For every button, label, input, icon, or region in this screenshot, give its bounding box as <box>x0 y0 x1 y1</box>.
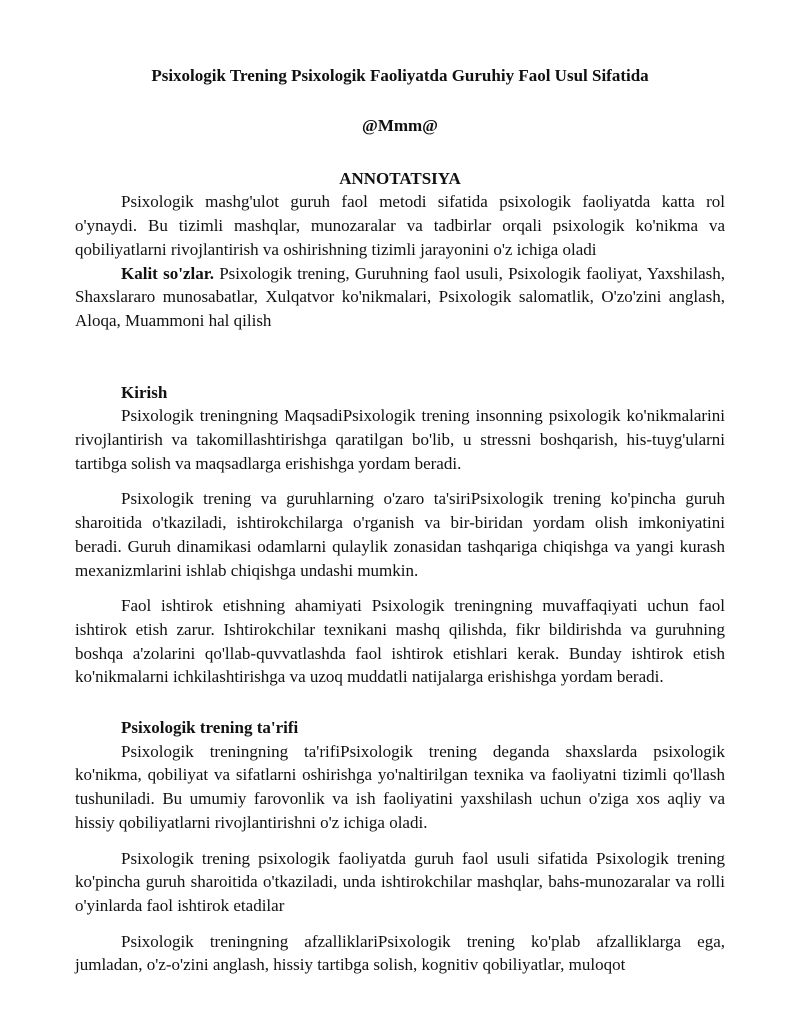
keywords-text: Psixologik trening, Guruhning faol usuli, Psixologik faoliyat, Yaxshilash, Shaxslararo munosabatlar, Xulqatvor ko'nikmalari, Psixologik salomatlik, O'zo'zini anglash, Aloqa, Muammoni hal qilish <box>75 263 725 330</box>
section-heading-kirish: Kirish <box>121 382 168 402</box>
annotation-paragraph: Psixologik mashg'ulot guruh faol metodi sifatida psixologik faoliyatda katta rol o'ynaydi. Bu tizimli mashqlar, munozaralar va tadbirlar orqali psixologik ko'nikma va qobiliyatlarni rivojlantirish va oshirishning tizimli jarayonini o'z ichiga oladi <box>75 192 725 259</box>
keywords-paragraph <box>75 262 725 333</box>
author-name: @Mmm@ <box>362 116 438 135</box>
document-page <box>75 64 725 977</box>
section-heading-tarif: Psixologik trening ta'rifi <box>121 718 299 738</box>
kirish-paragraph-2: Psixologik trening va guruhlarning o'zaro ta'siriPsixologik trening ko'pincha guruh sharoitida o'tkaziladi, ishtirokchilarga o'rganish va bir-biridan yordam olish imkoniyatini beradi. Guruh dinamikasi odamlarni qulaylik zonasidan tashqariga chiqishga va yangi kurash mexanizmlarini ishlab chiqishga undashi mumkin. <box>75 489 725 580</box>
tarif-paragraph-1: Psixologik treningning ta'rifiPsixologik trening deganda shaxslarda psixologik ko'nikma, qobiliyat va sifatlarni oshirishga yo'naltirilgan texnika va faoliyatni tizimli qo'llash tushuniladi. Bu umumiy farovonlik va ish faoliyatini yaxshilash uchun o'ziga xos aqliy va hissiy qobiliyatlarni rivojlantirishni o'z ichiga oladi. <box>75 741 725 832</box>
kirish-paragraph-3: Faol ishtirok etishning ahamiyati Psixologik treningning muvaffaqiyati uchun faol ishtirok etish zarur. Ishtirokchilar texnikani mashq qilishda, fikr bildirishda va guruhning boshqa a'zolarini qo'llab-quvvatlashda faol ishtirok etishlari kerak. Bunday ishtirok etish ko'nikmalarni ichkilashtirishga va uzoq muddatli natijalarga erishishga yordam beradi. <box>75 596 725 687</box>
keywords-label: Kalit so'zlar. <box>121 263 214 283</box>
tarif-paragraph-2: Psixologik trening psixologik faoliyatda guruh faol usuli sifatida Psixologik trening ko'pincha guruh sharoitida o'tkaziladi, unda ishtirokchilar mashqlar, bahs-munozaralar va rolli o'yinlarda faol ishtirok etadilar <box>75 848 725 915</box>
tarif-paragraph-3: Psixologik treningning afzalliklariPsixologik trening ko'plab afzalliklarga ega, jumladan, o'z-o'zini anglash, hissiy tartibga solish, kognitiv qobiliyatlar, muloqot <box>75 931 725 975</box>
kirish-paragraph-1: Psixologik treningning MaqsadiPsixologik trening insonning psixologik ko'nikmalarini rivojlantirish va takomillashtirishga qaratilgan bo'lib, u stressni boshqarish, his-tuyg'ularni tartibga solish va maqsadlarga erishishga yordam beradi. <box>75 406 725 473</box>
document-title: Psixologik Trening Psixologik Faoliyatda Guruhiy Faol Usul Sifatida <box>151 66 649 85</box>
annotation-heading: ANNOTATSIYA <box>339 168 461 188</box>
